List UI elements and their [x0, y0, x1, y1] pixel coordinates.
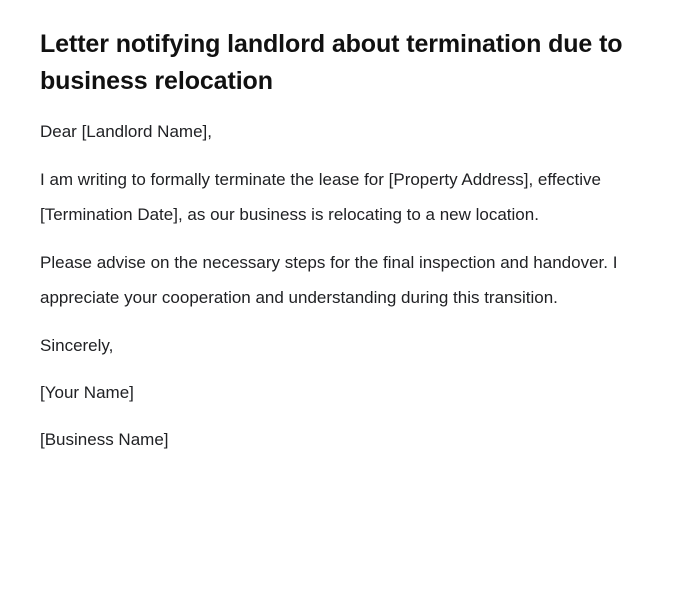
signature-name: [Your Name] — [40, 383, 134, 402]
salutation-paragraph: Dear [Landlord Name], — [40, 122, 212, 141]
body-paragraph-1: I am writing to formally terminate the lease for [Property Address], effective [Termination Date], as our business is relocating to a new location. — [40, 170, 601, 224]
closing-paragraph: Sincerely, — [40, 336, 114, 355]
page-title: Letter notifying landlord about termination due to business relocation — [40, 30, 623, 95]
signature-business-name: [Business Name] — [40, 430, 169, 449]
body-paragraph-2: Please advise on the necessary steps for the final inspection and handover. I appreciate your cooperation and understanding during this transition. — [40, 253, 618, 307]
